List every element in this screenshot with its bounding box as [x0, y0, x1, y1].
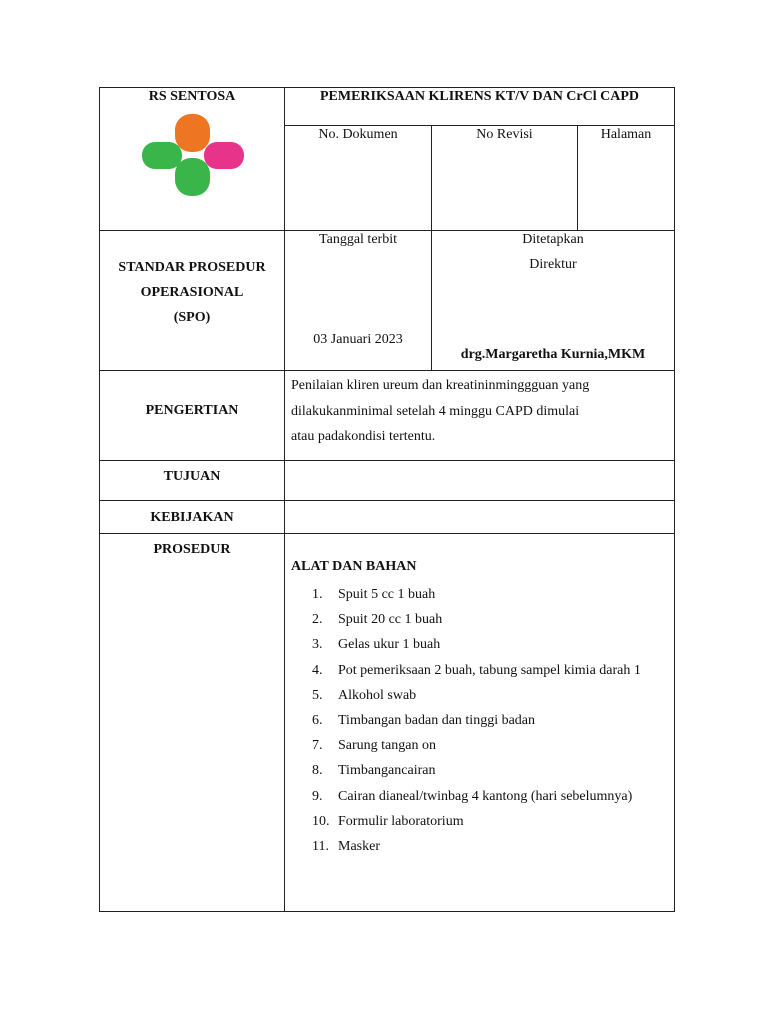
pengertian-line-1: Penilaian kliren ureum dan kreatininminggguan yang: [291, 378, 590, 393]
spo-title-line1: STANDAR PROSEDUR: [118, 260, 266, 275]
document-title: PEMERIKSAAN KLIRENS KT/V DAN CrCl CAPD: [319, 89, 640, 104]
list-item-number: 9.: [312, 788, 323, 804]
kebijakan-label: KEBIJAKAN: [150, 510, 234, 525]
list-item-text: Formulir laboratorium: [338, 813, 464, 829]
pengertian-text: [291, 373, 669, 450]
table-border-spo-bottom: [99, 370, 675, 371]
pengertian-label: PENGERTIAN: [145, 403, 239, 418]
list-item-text: Spuit 5 cc 1 buah: [338, 587, 436, 602]
table-border-left: [99, 87, 100, 912]
list-item-text: Spuit 20 cc 1 buah: [338, 612, 443, 628]
tanggal-terbit-label: Tanggal terbit: [319, 232, 397, 247]
list-item-number: 6.: [312, 713, 323, 729]
list-item: [312, 733, 669, 758]
spo-title-line3: (SPO): [173, 310, 211, 325]
list-item-text: Alkohol swab: [338, 687, 417, 703]
list-item: [312, 582, 669, 607]
list-item: [312, 607, 669, 632]
list-item-number: 11.: [312, 839, 329, 855]
table-border-tujuan-bottom: [99, 500, 675, 501]
no-dokumen-label: No. Dokumen: [318, 127, 398, 142]
table-border-bottom: [99, 911, 675, 912]
list-item: [312, 632, 669, 657]
list-item-number: 1.: [312, 587, 323, 602]
list-item: [312, 658, 669, 683]
list-item: [312, 809, 669, 834]
list-item-number: 3.: [312, 637, 323, 653]
list-item-number: 7.: [312, 738, 323, 754]
tanggal-terbit-value: 03 Januari 2023: [313, 332, 403, 347]
hospital-logo-icon: [140, 112, 246, 198]
alat-dan-bahan-list: [312, 582, 669, 859]
list-item-number: 2.: [312, 612, 323, 628]
list-item-number: 5.: [312, 687, 323, 703]
tujuan-label: TUJUAN: [163, 469, 221, 484]
list-item: [312, 758, 669, 783]
logo-petal-bottom: [175, 158, 210, 196]
list-item: [312, 708, 669, 733]
alat-dan-bahan-heading: ALAT DAN BAHAN: [291, 559, 417, 574]
list-item-text: Masker: [338, 839, 380, 855]
table-border-kebijakan-bottom: [99, 533, 675, 534]
list-item: [312, 784, 669, 809]
list-item-text: Pot pemeriksaan 2 buah, tabung sampel kimia darah 1: [338, 662, 641, 678]
list-item-text: Timbangancairan: [338, 763, 436, 779]
logo-petal-top: [175, 114, 210, 152]
list-item-number: 10.: [312, 813, 330, 829]
prosedur-label: PROSEDUR: [153, 542, 231, 557]
table-border-pengertian-bottom: [99, 460, 675, 461]
hospital-name: RS SENTOSA: [148, 89, 236, 104]
ditetapkan-label: Ditetapkan: [522, 232, 584, 247]
table-border-mid: [284, 87, 285, 912]
spo-title-line2: OPERASIONAL: [140, 285, 244, 300]
list-item-number: 4.: [312, 662, 323, 678]
table-border-right: [674, 87, 675, 912]
list-item-text: Gelas ukur 1 buah: [338, 637, 441, 653]
halaman-label: Halaman: [600, 127, 652, 142]
list-item: [312, 683, 669, 708]
logo-petal-right: [204, 142, 244, 169]
list-item-number: 8.: [312, 763, 323, 779]
pengertian-line-2: dilakukanminimal setelah 4 minggu CAPD dimulai: [291, 403, 580, 419]
list-item-text: Cairan dianeal/twinbag 4 kantong (hari sebelumnya): [338, 788, 633, 804]
direktur-name: drg.Margaretha Kurnia,MKM: [460, 347, 646, 362]
list-item-text: Timbangan badan dan tinggi badan: [338, 713, 536, 729]
logo-petal-left: [142, 142, 182, 169]
pengertian-line-3: atau padakondisi tertentu.: [291, 429, 436, 444]
no-revisi-label: No Revisi: [476, 127, 533, 142]
list-item-text: Sarung tangan on: [338, 738, 436, 754]
direktur-label: Direktur: [529, 257, 577, 272]
list-item: [312, 834, 669, 859]
spo-title: [100, 255, 284, 330]
